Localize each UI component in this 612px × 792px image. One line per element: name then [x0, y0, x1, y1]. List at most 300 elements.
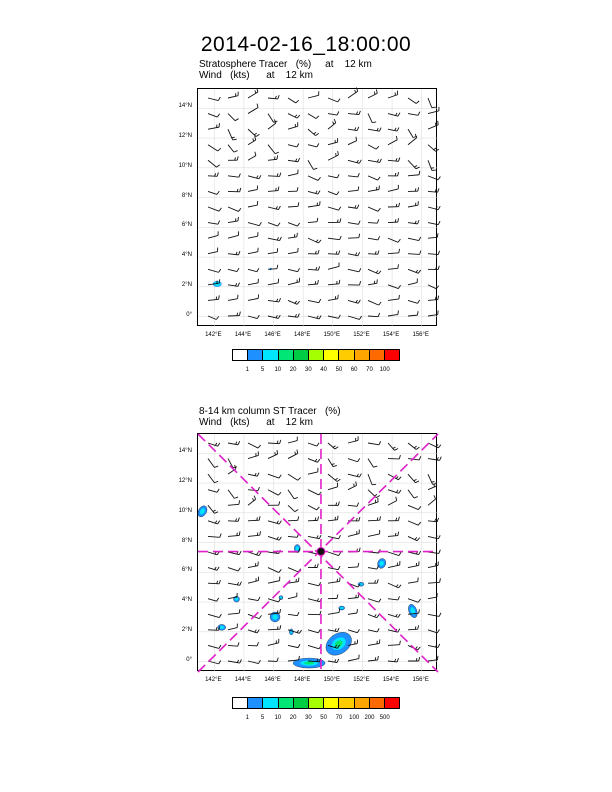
wind-barb: [308, 505, 319, 510]
wind-barb: [248, 186, 258, 192]
lat-tick-label: 4°N: [181, 597, 192, 604]
colorbar-cell: [233, 350, 248, 360]
wind-barb: [288, 278, 300, 285]
wind-barb: [208, 123, 219, 129]
wind-barb: [248, 597, 260, 601]
wind-barb: [428, 656, 438, 661]
storm-center-marker: [317, 548, 325, 556]
wind-barb: [308, 564, 318, 568]
wind-barb: [228, 283, 240, 287]
lon-tick-label: 150°E: [323, 677, 341, 683]
wind-barb: [388, 264, 398, 269]
wind-barb: [288, 437, 297, 443]
wind-barb: [368, 565, 379, 569]
colorbar-label: 100: [349, 715, 360, 721]
wind-barb: [388, 113, 400, 116]
wind-barb: [368, 128, 381, 132]
wind-barb: [308, 143, 319, 147]
colorbar-cell: [339, 350, 354, 360]
wind-barb: [428, 535, 440, 539]
wind-barb: [248, 222, 261, 225]
colorbar-label: 5: [260, 715, 265, 721]
wind-barb: [328, 459, 337, 467]
wind-barb: [328, 659, 339, 663]
lon-tick-label: 156°E: [412, 332, 429, 338]
wind-barb: [368, 300, 381, 305]
wind-barb: [368, 459, 377, 468]
wind-barb: [428, 495, 436, 505]
wind-barb: [348, 482, 357, 490]
wind-barb: [408, 129, 417, 137]
lon-tick-label: 150°E: [323, 332, 341, 338]
wind-barb: [308, 238, 321, 243]
wind-barb: [328, 295, 338, 301]
tracer-blob-inner: [272, 614, 278, 620]
lon-tick-label: 152°E: [353, 677, 370, 683]
wind-barb: [308, 191, 320, 194]
wind-barb: [248, 552, 261, 556]
wind-barb: [388, 238, 400, 242]
wind-barb: [328, 218, 341, 222]
lon-tick-label: 152°E: [353, 332, 370, 338]
wind-barb: [248, 516, 260, 521]
wind-barb: [428, 233, 438, 238]
wind-barb: [408, 171, 420, 176]
wind-barb: [348, 594, 359, 599]
lon-tick-label: 154°E: [382, 332, 400, 338]
wind-barb: [228, 659, 241, 663]
wind-barb: [228, 531, 240, 536]
wind-barb: [268, 625, 281, 630]
lat-tick-label: 12°N: [178, 478, 192, 485]
colorbar-label: 20: [289, 715, 297, 721]
wind-barb: [228, 609, 240, 614]
wind-barb: [268, 114, 277, 123]
wind-barb: [288, 644, 300, 648]
colorbar-label: 60: [350, 367, 358, 373]
wind-barb: [428, 160, 436, 170]
wind-barb: [328, 474, 340, 481]
lon-tick-label: 144°E: [234, 677, 252, 683]
wind-barb: [288, 143, 299, 146]
wind-barb: [328, 566, 340, 570]
lon-tick-label: 156°E: [412, 677, 429, 683]
wind-barb: [348, 629, 359, 632]
wind-barb: [268, 658, 278, 662]
wind-barb: [268, 474, 281, 478]
colorbar-label: 30: [305, 367, 312, 373]
wind-barb: [248, 248, 258, 254]
wind-barb: [388, 443, 398, 450]
colorbar-label: 200: [364, 715, 375, 721]
wind-barb: [248, 496, 256, 506]
panel2-title-line2: Wind (kts) at 12 km: [199, 417, 313, 428]
colorbar-cell: [370, 350, 385, 360]
wind-barb: [428, 221, 440, 225]
wind-barb: [288, 114, 300, 119]
wind-barb: [208, 567, 219, 570]
wind-barb: [368, 313, 380, 317]
wind-barbs: [208, 88, 440, 320]
wind-barb: [428, 206, 440, 209]
wind-barb: [408, 279, 417, 285]
wind-barb: [208, 231, 218, 238]
wind-barb: [228, 156, 238, 160]
wind-barb: [348, 252, 360, 256]
colorbar-label: 1: [245, 715, 249, 721]
wind-barb: [368, 490, 380, 498]
wind-barb: [408, 98, 419, 103]
wind-barb: [268, 248, 278, 253]
wind-barb: [308, 266, 320, 270]
wind-barb: [348, 173, 359, 177]
panel2-colorbar: [232, 697, 400, 709]
wind-barb: [228, 251, 240, 255]
wind-barb: [328, 280, 340, 285]
wind-barb: [388, 552, 401, 556]
wind-barb: [388, 490, 401, 494]
wind-barb: [208, 459, 218, 468]
wind-barb: [208, 614, 221, 617]
wind-barb: [368, 279, 377, 284]
wind-barb: [248, 88, 258, 98]
wind-barb: [368, 639, 380, 645]
wind-barb: [248, 562, 258, 568]
wind-barb: [208, 248, 218, 254]
wind-barb: [428, 145, 439, 152]
wind-barb: [328, 628, 339, 632]
wind-barb: [268, 609, 280, 614]
wind-barb: [308, 443, 319, 446]
tracer-blob-inner: [220, 626, 224, 629]
wind-barb: [368, 186, 379, 192]
wind-barb: [428, 474, 436, 484]
wind-barb: [308, 299, 321, 303]
wind-barb: [268, 521, 281, 524]
wind-barb: [308, 114, 319, 119]
wind-barb: [228, 518, 239, 522]
lon-tick-label: 148°E: [293, 332, 311, 338]
wind-barb: [228, 217, 238, 223]
wind-barb: [308, 611, 321, 615]
panel1-colorbar: [232, 349, 400, 361]
colorbar-label: 50: [335, 367, 343, 373]
colorbar-label: 5: [260, 367, 265, 373]
wind-barb: [428, 296, 439, 301]
tracer-blob-inner: [235, 597, 238, 600]
wind-barb: [288, 98, 299, 103]
wind-barb: [208, 191, 219, 194]
wind-barb: [328, 577, 340, 583]
wind-barb: [388, 583, 401, 588]
wind-barb: [228, 145, 238, 152]
wind-barb: [288, 233, 297, 238]
wind-barb: [288, 490, 298, 499]
wind-barb: [208, 598, 219, 601]
wind-barb: [248, 129, 259, 136]
wind-barb: [388, 158, 400, 162]
colorbar-label: 100: [379, 367, 390, 373]
wind-barb: [288, 612, 299, 616]
wind-barb: [288, 300, 300, 304]
wind-barb: [428, 457, 441, 461]
wind-barb: [368, 236, 380, 240]
wind-barb: [328, 151, 338, 160]
panel1-title-line1: Stratosphere Tracer (%) at 12 km: [199, 59, 372, 70]
colorbar-cell: [324, 698, 339, 708]
colorbar-label: 70: [366, 367, 373, 373]
wind-barb: [428, 251, 440, 255]
lon-tick-label: 142°E: [205, 677, 222, 683]
wind-barb: [228, 114, 239, 121]
wind-barb: [248, 577, 259, 584]
wind-barb: [348, 530, 359, 537]
lon-tick-label: 144°E: [234, 332, 252, 338]
wind-barb: [428, 188, 439, 192]
wind-barb: [388, 310, 398, 316]
wind-barb: [248, 642, 258, 646]
wind-barb: [348, 111, 360, 115]
wind-barb: [388, 455, 400, 459]
colorbar-cell: [385, 698, 399, 708]
wind-barb: [408, 561, 419, 567]
wind-barb: [348, 609, 357, 614]
lon-tick-label: 148°E: [293, 677, 311, 683]
wind-barb: [288, 122, 298, 129]
wind-barb: [328, 119, 336, 129]
wind-barb: [388, 295, 399, 301]
wind-barb: [308, 459, 320, 463]
wind-barb: [228, 624, 237, 630]
wind-barb: [268, 119, 276, 129]
wind-barb: [428, 593, 437, 599]
wind-barb: [248, 443, 261, 448]
wind-barb: [368, 159, 381, 163]
wind-barb: [348, 300, 360, 303]
wind-barb: [348, 88, 358, 98]
wind-barb: [308, 280, 318, 285]
lon-tick-label: 146°E: [264, 332, 281, 338]
wind-barb: [328, 236, 341, 240]
wind-barb: [428, 266, 439, 270]
wind-barb: [428, 311, 438, 316]
wind-barb: [308, 490, 321, 495]
wind-barb: [228, 92, 238, 98]
colorbar-label: 40: [320, 367, 327, 373]
wind-barb: [348, 436, 358, 443]
wind-barb: [368, 176, 380, 180]
wind-barb: [208, 534, 221, 538]
wind-barb: [228, 568, 240, 571]
wind-barb: [308, 201, 320, 207]
wind-barb: [408, 599, 421, 603]
wind-barb: [208, 295, 219, 300]
panel1-title-line2: Wind (kts) at 12 km: [199, 70, 313, 81]
wind-barb: [348, 234, 360, 238]
colorbar-label: 30: [305, 715, 312, 721]
wind-barb: [228, 642, 239, 646]
lat-tick-label: 8°N: [181, 537, 192, 544]
wind-barb: [408, 201, 418, 207]
wind-barb: [388, 136, 397, 145]
wind-barb: [328, 443, 338, 449]
lat-tick-label: 10°N: [178, 162, 192, 169]
lon-tick-label: 154°E: [382, 677, 400, 683]
wind-barb: [348, 205, 359, 209]
wind-barb: [368, 251, 379, 255]
wind-barb: [388, 497, 397, 506]
wind-barb: [288, 474, 301, 480]
wind-barb: [288, 223, 300, 227]
colorbar-cell: [248, 698, 263, 708]
wind-barb: [408, 269, 421, 273]
wind-barb: [388, 127, 399, 131]
wind-barb: [248, 201, 258, 207]
wind-barb: [268, 155, 278, 160]
colorbar-label: 20: [289, 367, 297, 373]
tracer-blob-inner: [340, 607, 343, 609]
wind-barb: [348, 474, 361, 477]
wind-barb: [288, 170, 298, 176]
wind-barb: [328, 111, 339, 115]
wind-barb: [408, 521, 421, 525]
colorbar-label: 50: [320, 715, 327, 721]
colorbar-cell: [233, 698, 248, 708]
wind-barb: [288, 534, 299, 538]
wind-barb: [388, 91, 398, 98]
wind-barb: [248, 451, 258, 458]
tracer-blob-core: [304, 662, 314, 665]
wind-barb: [248, 175, 261, 178]
wind-barb: [208, 505, 218, 513]
wind-barb: [388, 561, 400, 568]
wind-barb: [388, 614, 400, 617]
wind-barb: [208, 221, 220, 225]
wind-barb: [268, 279, 279, 285]
panel2-title-line1: 8-14 km column ST Tracer (%): [199, 406, 341, 417]
wind-barb: [348, 458, 360, 461]
wind-barb: [328, 608, 340, 614]
colorbar-cell: [279, 350, 294, 360]
wind-barb: [348, 281, 361, 285]
colorbar-cell: [279, 698, 294, 708]
wind-barb: [308, 129, 319, 135]
wind-barb: [368, 145, 379, 149]
wind-barb: [248, 104, 258, 114]
wind-barb: [228, 174, 240, 178]
wind-barb: [348, 563, 359, 568]
lat-tick-label: 14°N: [178, 103, 192, 110]
wind-barb: [368, 89, 377, 98]
wind-barb: [248, 294, 259, 300]
wind-barb: [388, 532, 399, 537]
colorbar-label: 1: [245, 367, 249, 373]
colorbar-cell: [339, 698, 354, 708]
wind-barb: [248, 279, 258, 285]
wind-barb: [348, 160, 361, 163]
wind-barb: [208, 474, 218, 483]
wind-barb: [248, 152, 256, 161]
wind-barb: [328, 502, 339, 506]
tracer-blob-inner: [296, 546, 299, 550]
page-title: 2014-02-16_18:00:00: [200, 33, 412, 56]
lat-tick-label: 4°N: [181, 252, 192, 259]
wind-barb: [268, 599, 281, 602]
wind-barb: [428, 121, 438, 129]
wind-barb: [408, 474, 419, 483]
wind-barb: [268, 450, 278, 458]
wind-barb: [368, 530, 380, 537]
wind-barb: [248, 136, 256, 145]
wind-barb: [248, 232, 258, 238]
wind-barb: [268, 206, 280, 209]
wind-barb: [348, 127, 359, 131]
wind-barb: [408, 220, 419, 224]
wind-barb: [308, 250, 319, 254]
colorbar-label: 70: [335, 715, 343, 721]
wind-barb: [308, 582, 321, 586]
wind-barb: [288, 656, 299, 661]
wind-barb: [268, 577, 280, 584]
wind-barb: [388, 641, 400, 646]
wind-barb: [208, 114, 220, 117]
wind-barb: [268, 536, 281, 540]
wind-barb: [348, 655, 359, 661]
wind-barb: [208, 489, 219, 492]
colorbar-cell: [248, 350, 263, 360]
lat-tick-label: 2°N: [181, 281, 192, 288]
wind-barb: [428, 176, 440, 180]
wind-barb: [388, 185, 398, 192]
wind-barb: [268, 237, 281, 241]
wind-barb: [368, 114, 376, 123]
colorbar-cell: [263, 698, 278, 708]
colorbar-cell: [355, 350, 370, 360]
lat-tick-label: 0°: [186, 656, 192, 663]
wind-barb: [228, 188, 241, 192]
wind-barb: [208, 172, 218, 176]
wind-barb: [408, 578, 418, 584]
wind-barb: [228, 268, 239, 271]
wind-barb: [388, 203, 400, 207]
wind-barb: [228, 231, 239, 238]
colorbar-cell: [294, 350, 309, 360]
wind-barb: [428, 443, 441, 448]
wind-barb: [268, 298, 281, 302]
wind-barb: [228, 312, 240, 316]
colorbar-cell: [263, 350, 278, 360]
colorbar-cell: [309, 350, 324, 360]
wind-barb: [288, 516, 299, 520]
wind-barb: [288, 268, 300, 271]
wind-barb: [388, 658, 399, 662]
wind-barb: [428, 630, 439, 633]
tracer-contours: [196, 504, 419, 668]
lat-tick-label: 10°N: [178, 507, 192, 514]
wind-barb: [388, 596, 399, 600]
wind-barb: [268, 490, 281, 495]
wind-barb: [368, 628, 379, 632]
wind-barb: [288, 187, 298, 191]
wind-barb: [268, 501, 280, 505]
wind-barb: [408, 490, 418, 498]
wind-barb: [248, 268, 259, 271]
grid-lines: [198, 89, 438, 327]
wind-barb: [368, 269, 381, 274]
wind-barb: [228, 500, 240, 505]
wind-barb: [408, 160, 420, 169]
lat-tick-label: 0°: [186, 311, 192, 318]
